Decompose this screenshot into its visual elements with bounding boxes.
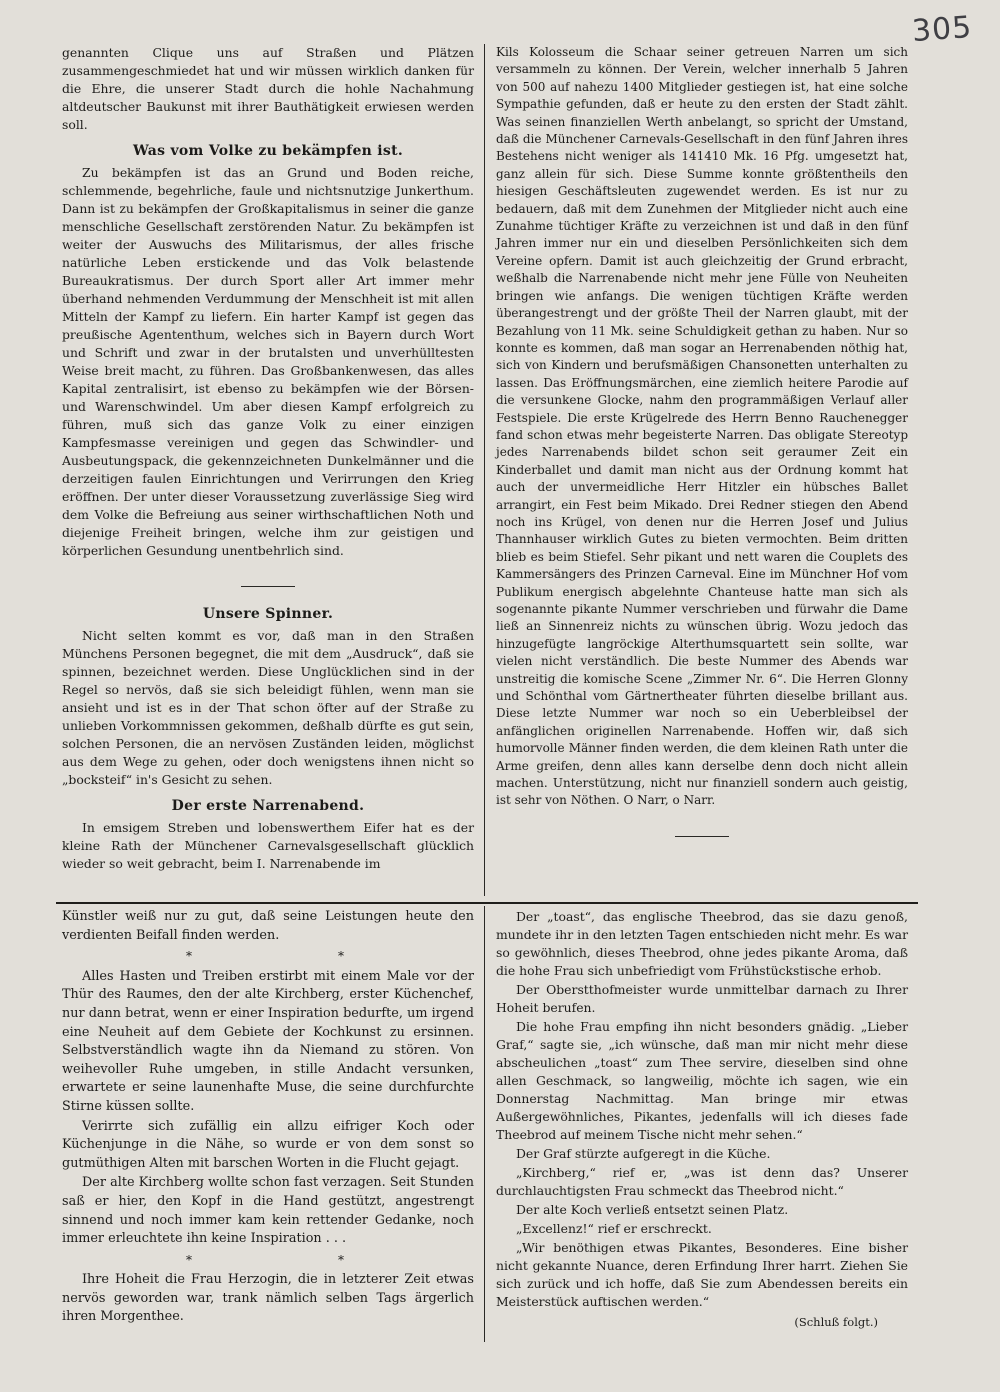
column-top-left — [62, 44, 474, 874]
article-heading: Der erste Narrenabend. — [171, 798, 365, 814]
paragraph: Die hohe Frau empfing ihn nicht besonders gnädig. „Lieber Graf,“ sagte sie, „ich wünsche, daß man mir nicht mehr diese abscheulichen „toast“ zum Thee servire, dieselben sind ohne allen Geschmack, so langweilig, möchte ich sagen, wie ein Donnerstag Nachmittag. Man bringe mir etwas Außergewöhnliches, Pikantes, jedenfalls will ich dieses fade Theebrod auf meinem Tische nicht mehr sehen.“ — [496, 1019, 908, 1142]
paragraph: Kils Kolosseum die Schaar seiner getreuen Narren um sich versammeln zu können. Der Verein, welcher innerhalb 5 Jahren von 500 auf nahezu 1400 Mitglieder gestiegen ist, hat eine solche Sympathie gefunden, daß er heute zu den ersten der Stadt zählt. Was seinen finanziellen Werth anbelangt, so spricht der Umstand, daß die Münchener Carnevals-Gesellschaft in den fünf Jahren ihres Bestehens nicht weniger als 141410 Mk. 16 Pfg. umgesetzt hat, ganz allein für sich. Diese Summe konnte größtentheils den hiesigen Geschäftsleuten zugewendet werden. Es ist nur zu bedauern, daß mit dem Zunehmen der Mitglieder nicht auch eine Zunahme tüchtiger Kräfte zu verzeichnen ist und daß in den fünf Jahren immer nur ein und dieselben Persönlichkeiten sich dem Vereine opfern. Damit ist auch gleichzeitig der Grund erbracht, weßhalb die Narrenabende nicht mehr jene Fülle von Neuheiten bringen wie anfangs. Die wenigen tüchtigen Kräfte werden überangestrengt und der größte Theil der Narren glaubt, mit der Bezahlung von 11 Mk. seine Schuldigkeit gethan zu haben. Nur so konnte es kommen, daß man sogar an Herrenabenden nöthig hat, sich von Kindern und berufsmäßigen Chansonetten unterhalten zu lassen. Das Eröffnungsmärchen, eine ziemlich heitere Parodie auf die versunkene Glocke, nahm den programmäßigen Verlauf aller Festspiele. Die erste Krügelrede des Herrn Benno Rauchenegger fand schon etwas mehr begeisterte Narren. Das obligate Stereotyp jedes Narrenabends bildet schon seit geraumer Zeit ein Kinderballet und damit man nicht aus der Ordnung kommt hat auch der unvermeidliche Herr Hitzler ein hübsches Ballet arrangirt, ein Fest beim Mikado. Drei Redner stiegen den Abend noch ins Krügel, von denen nur die Herren Josef und Julius Thannhauser wirklich Gutes zu bieten vermochten. Beim dritten blieb es beim Stiefel. Sehr pikant und nett waren die Couplets des Kammersängers des Prinzen Carneval. Eine im Münchner Hof vom Publikum energisch abgelehnte Chanteuse hatte man sich als sogenannte pikante Nummer verschrieben und fürwahr die Dame ließ an Sinnenreiz nichts zu wünschen übrig. Wozu jedoch das hinzugefügte langröckige Alterthumsquartett sein sollte, war vielen nicht verständlich. Die beste Nummer des Abends war unstreitig die komische Scene „Zimmer Nr. 6“. Die Herren Glonny und Schönthal vom Gärtnertheater führten dieselbe brillant aus. Diese letzte Nummer war noch so ein Ueberbleibsel der anfänglichen originellen Narrenabende. Hoffen wir, daß sich humorvolle Männer finden werden, die dem kleinen Rath unter die Arme greifen, denn alles kann derselbe denn doch nicht allein machen. Unterstützung, nicht nur finanziell sondern auch geistig, ist sehr von Nöthen. O Narr, o Narr. — [496, 45, 908, 808]
paragraph: Der alte Koch verließ entsetzt seinen Platz. — [516, 1202, 789, 1217]
page-number: 305 — [910, 9, 974, 50]
paragraph: genannten Clique uns auf Straßen und Plätzen zusammengeschmiedet hat und wir müssen wirklich danken für die Ehre, die unserer Stadt durch die hohle Nachahmung altdeutscher Baukunst mit ihrer Bauthätigkeit erwiesen werden soll. — [62, 45, 474, 132]
paragraph: Der alte Kirchberg wollte schon fast verzagen. Seit Stunden saß er hier, den Kopf in die Hand gestützt, angestrengt sinnend und noch immer kam kein rettender Gedanke, noch immer erleuchtete ihn keine Inspiration . . . — [62, 1175, 474, 1247]
section-break-stars: * * — [186, 1252, 350, 1267]
paragraph: „Wir benöthigen etwas Pikantes, Besonderes. Eine bisher nicht gekannte Nuance, deren Erfindung Ihrer harrt. Ziehen Sie sich zurück und ich hoffe, daß Sie zum Abendessen bereits ein Meisterstück auftischen werden.“ — [496, 1240, 908, 1309]
paragraph: Nicht selten kommt es vor, daß man in den Straßen Münchens Personen begegnet, die mit dem „Ausdruck“, daß sie spinnen, bezeichnet werden. Diese Unglücklichen sind in der Regel so nervös, daß sie sich beleidigt fühlen, wenn man sie ansieht und ist es in der That schon öfter auf der Straße zu unlieben Vorkommnissen gekommen, deßhalb dürfte es gut sein, solchen Personen, die an nervösen Zuständen leiden, möglichst aus dem Wege zu gehen, oder doch wenigstens ihnen nicht so „bocksteif“ in's Gesicht zu sehen. — [62, 628, 474, 787]
paragraph: Zu bekämpfen ist das an Grund und Boden reiche, schlemmende, begehrliche, faule und nichtsnutzige Junkerthum. Dann ist zu bekämpfen der Großkapitalismus in seiner die ganze menschliche Gesellschaft zerstörenden Natur. Zu bekämpfen ist weiter der Auswuchs des Militarismus, der alles frische natürliche Leben erstickende und das Volk belastende Bureaukratismus. Der durch Sport aller Art immer mehr überhand nehmenden Verdummung der Menschheit ist mit allen Mitteln der Kampf zu liefern. Ein harter Kampf ist gegen das preußische Agententhum, welches sich in Bayern durch Wort und Schrift und zwar in der brutalsten und unverhülltesten Weise breit macht, zu führen. Das Großbankenwesen, das alles Kapital zentralisirt, ist ebenso zu bekämpfen wie der Börsen- und Warenschwindel. Um aber diesen Kampf erfolgreich zu führen, muß sich das ganze Volk zu einer einzigen Kampfesmasse vereinigen und gegen das Schwindler- und Ausbeutungspack, die gekennzeichneten Dunkelmänner und die derzeitigen faulen Einrichtungen und Verirrungen den Krieg eröffnen. Der unter dieser Voraussetzung zuverlässige Sieg wird dem Volke die Befreiung aus seiner wirthschaftlichen Noth und diejenige Freiheit bringen, welche ihm zur geistigen und körperlichen Gesundung unentbehrlich sind. — [62, 165, 474, 558]
column-divider-top — [484, 44, 485, 896]
paragraph: Der Graf stürzte aufgeregt in die Küche. — [516, 1146, 771, 1161]
column-bottom-left — [62, 908, 474, 1328]
article-separator — [241, 586, 295, 587]
paragraph: Alles Hasten und Treiben erstirbt mit einem Male vor der Thür des Raumes, den der alte Kirchberg, erster Küchenchef, nur dann betrat, wenn er einer Inspiration bedurfte, um irgend eine Neuheit auf dem Gebiete der Kochkunst zu ersinnen. Selbstverständlich wagte ihn da Niemand zu stören. Von weihevoller Ruhe umgeben, in stille Andacht versunken, erwartete er seine launenhafte Muse, die seine durchfurchte Stirne küssen sollte. — [62, 968, 474, 1114]
article-separator — [675, 836, 729, 837]
column-bottom-right — [496, 908, 908, 1331]
paragraph: Verirrte sich zufällig ein allzu eifriger Koch oder Küchenjunge in die Nähe, so wurde er von dem sonst so gutmüthigen Alten mit barschen Worten in die Flucht gejagt. — [62, 1118, 474, 1171]
paragraph: „Excellenz!“ rief er erschreckt. — [516, 1221, 712, 1236]
paragraph: „Kirchberg,“ rief er, „was ist denn das? Unserer durchlauchtigsten Frau schmeckt das Theebrod nicht.“ — [496, 1165, 908, 1198]
column-divider-bottom — [484, 906, 485, 1342]
paragraph: Der „toast“, das englische Theebrod, das sie dazu genoß, mundete ihr in den letzten Tagen entschieden nicht mehr. Es war so gewöhnlich, dieses Theebrod, ohne jedes pikante Aroma, daß die hohe Frau sich unbefriedigt vom Frühstückstische erhob. — [496, 909, 908, 978]
continuation-note: (Schluß folgt.) — [794, 1315, 878, 1329]
paragraph: Künstler weiß nur zu gut, daß seine Leistungen heute den verdienten Beifall finden werden. — [62, 909, 474, 943]
paragraph: In emsigem Streben und lobenswerthem Eifer hat es der kleine Rath der Münchener Carnevalsgesellschaft glücklich wieder so weit gebracht, beim I. Narrenabende im — [62, 820, 474, 871]
article-heading: Unsere Spinner. — [202, 606, 334, 622]
section-break-stars: * * — [186, 949, 350, 964]
paragraph: Der Oberstthofmeister wurde unmittelbar darnach zu Ihrer Hoheit berufen. — [496, 982, 908, 1015]
paragraph: Ihre Hoheit die Frau Herzogin, die in letzterer Zeit etwas nervös geworden war, trank nämlich selben Tags ärgerlich ihren Morgenthee. — [62, 1272, 474, 1325]
article-heading: Was vom Volke zu bekämpfen ist. — [132, 143, 404, 159]
column-top-right — [496, 44, 908, 855]
section-divider — [56, 902, 918, 904]
